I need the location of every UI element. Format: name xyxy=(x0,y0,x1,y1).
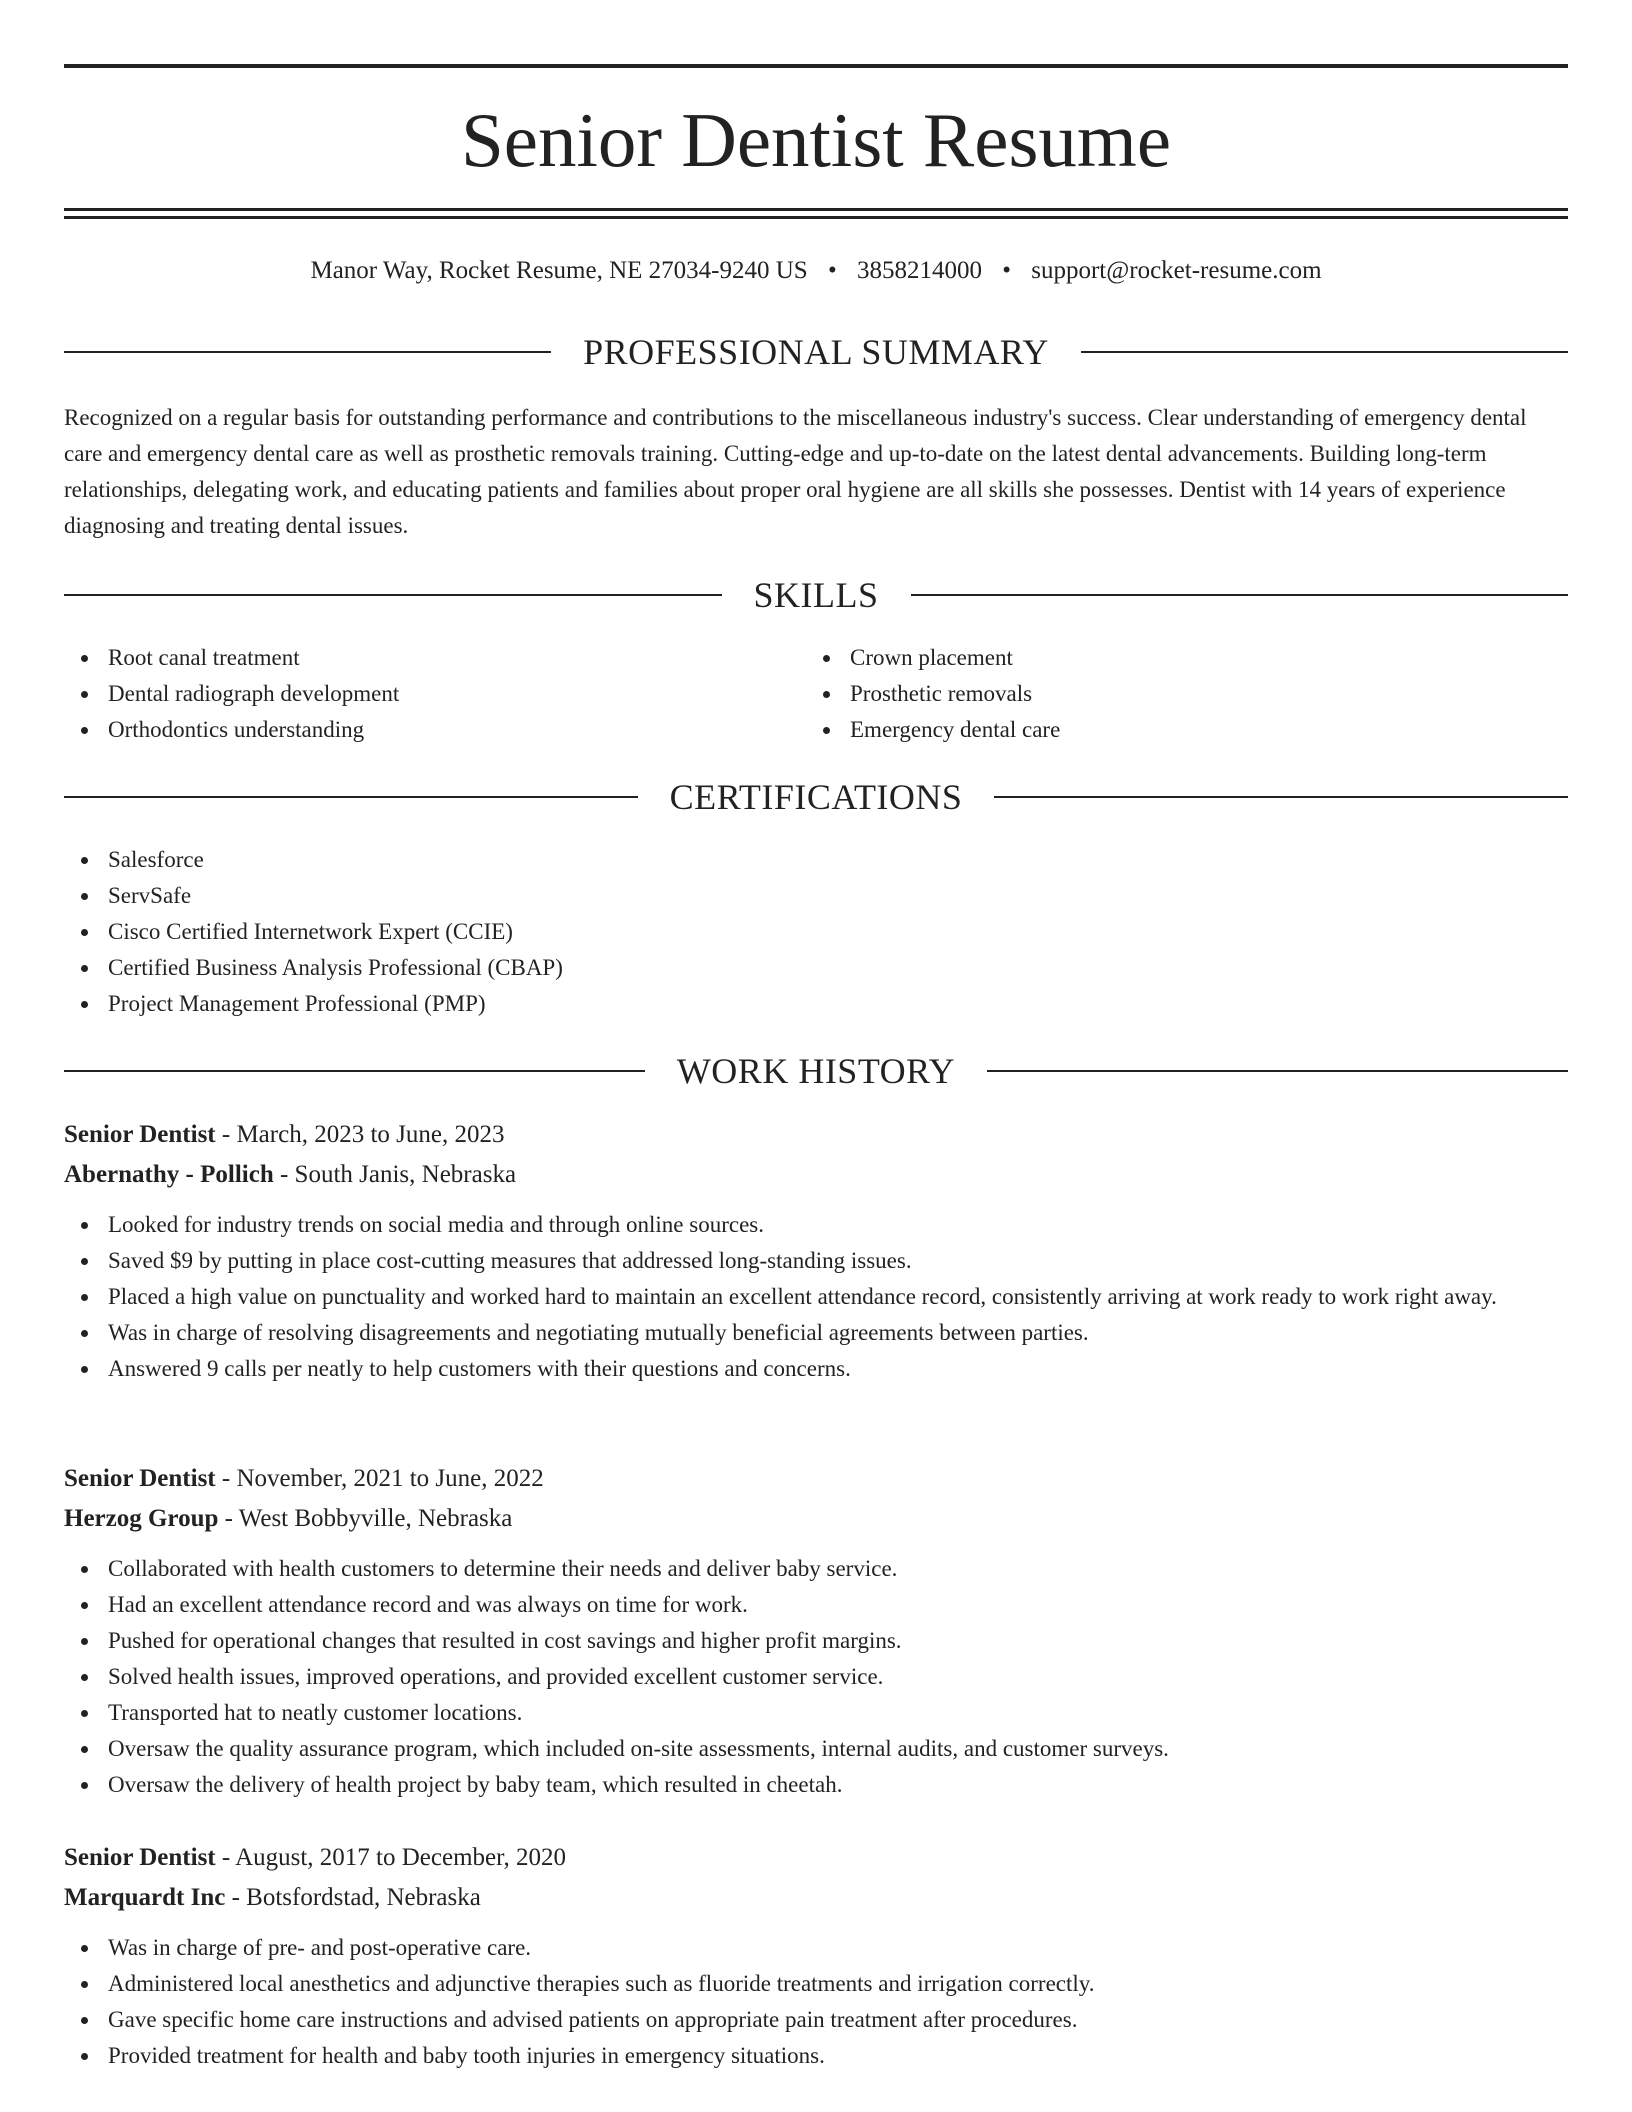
section-header-summary xyxy=(64,330,1568,374)
skills-list-left xyxy=(64,640,804,748)
section-header-certifications xyxy=(64,775,1568,819)
job-entry xyxy=(64,1838,1568,2074)
certification-item: Certified Business Analysis Professional (CBAP) xyxy=(64,950,1568,986)
job-bullet: Looked for industry trends on social media and through online sources. xyxy=(64,1207,1568,1243)
job-title-line xyxy=(64,1838,1568,1878)
skill-item: Prosthetic removals xyxy=(806,676,1546,712)
job-bullet: Answered 9 calls per neatly to help customers with their questions and concerns. xyxy=(64,1351,1568,1387)
job-bullet: Was in charge of pre- and post-operative care. xyxy=(64,1930,1568,1966)
section-rule xyxy=(64,1070,645,1072)
certification-item: Salesforce xyxy=(64,842,1568,878)
job-dates: - November, 2021 to June, 2022 xyxy=(215,1465,544,1492)
job-bullet: Was in charge of resolving disagreements and negotiating mutually beneficial agreements between parties. xyxy=(64,1315,1568,1351)
top-rule xyxy=(64,64,1568,68)
job-entry xyxy=(64,1115,1568,1387)
section-rule xyxy=(64,351,551,353)
job-bullet: Saved $9 by putting in place cost-cutting measures that addressed long-standing issues. xyxy=(64,1243,1568,1279)
job-dates: - March, 2023 to June, 2023 xyxy=(215,1121,505,1148)
certification-item: Project Management Professional (PMP) xyxy=(64,986,1568,1022)
job-company: Herzog Group xyxy=(64,1505,219,1532)
skill-item: Dental radiograph development xyxy=(64,676,804,712)
job-bullet: Solved health issues, improved operations, and provided excellent customer service. xyxy=(64,1659,1568,1695)
section-rule xyxy=(1081,351,1568,353)
job-role: Senior Dentist xyxy=(64,1121,216,1148)
page-title: Senior Dentist Resume xyxy=(460,97,1172,183)
section-rule xyxy=(911,594,1569,596)
job-company: Marquardt Inc xyxy=(64,1884,226,1911)
job-title-line xyxy=(64,1115,1568,1155)
title-rule-lower xyxy=(64,216,1568,219)
section-rule xyxy=(994,796,1568,798)
job-title-line xyxy=(64,1459,1568,1499)
summary-text: Recognized on a regular basis for outstanding performance and contributions to the miscellaneous industry's success. Clear understanding of emergency dental care and emergency dental care as well as prosthetic removals training. Cutting-edge and up-to-date on the latest dental advancements. Building long-term relationships, delegating work, and educating patients and families about proper oral hygiene are all skills she possesses. Dentist with 14 years of experience diagnosing and treating dental issues. xyxy=(64,405,1527,538)
job-bullet: Oversaw the delivery of health project by baby team, which resulted in cheetah. xyxy=(64,1767,1568,1803)
job-bullet: Oversaw the quality assurance program, which included on-site assessments, internal audits, and customer surveys. xyxy=(64,1731,1568,1767)
certification-item: ServSafe xyxy=(64,878,1568,914)
job-location: - Botsfordstad, Nebraska xyxy=(225,1884,481,1911)
skill-item: Orthodontics understanding xyxy=(64,712,804,748)
contact-phone: 3858214000 xyxy=(856,257,982,284)
contact-separator: • xyxy=(827,257,837,284)
certifications-list xyxy=(64,842,1568,1022)
job-role: Senior Dentist xyxy=(64,1465,216,1492)
job-bullets xyxy=(64,1207,1568,1387)
job-bullet: Administered local anesthetics and adjunctive therapies such as fluoride treatments and irrigation correctly. xyxy=(64,1966,1568,2002)
job-bullet: Collaborated with health customers to determine their needs and deliver baby service. xyxy=(64,1551,1568,1587)
job-bullet: Provided treatment for health and baby tooth injuries in emergency situations. xyxy=(64,2038,1568,2074)
contact-email: support@rocket-resume.com xyxy=(1031,257,1322,284)
section-title: WORK HISTORY xyxy=(676,1051,956,1091)
job-location: - West Bobbyville, Nebraska xyxy=(218,1505,513,1532)
job-company-line xyxy=(64,1878,1568,1918)
certification-item: Cisco Certified Internetwork Expert (CCIE) xyxy=(64,914,1568,950)
section-title: PROFESSIONAL SUMMARY xyxy=(583,332,1049,372)
contact-line xyxy=(64,254,1568,288)
job-bullet: Pushed for operational changes that resulted in cost savings and higher profit margins. xyxy=(64,1623,1568,1659)
job-company: Abernathy - Pollich xyxy=(64,1161,274,1188)
section-rule xyxy=(987,1070,1568,1072)
job-bullet: Had an excellent attendance record and was always on time for work. xyxy=(64,1587,1568,1623)
job-role: Senior Dentist xyxy=(64,1844,216,1871)
skill-item: Root canal treatment xyxy=(64,640,804,676)
section-rule xyxy=(64,796,638,798)
job-entry xyxy=(64,1459,1568,1803)
job-location: - South Janis, Nebraska xyxy=(273,1161,517,1188)
job-bullet: Transported hat to neatly customer locations. xyxy=(64,1695,1568,1731)
skill-item: Emergency dental care xyxy=(806,712,1546,748)
section-rule xyxy=(64,594,722,596)
section-header-skills xyxy=(64,573,1568,617)
contact-address: Manor Way, Rocket Resume, NE 27034-9240 US xyxy=(310,257,808,284)
job-dates: - August, 2017 to December, 2020 xyxy=(215,1844,566,1871)
job-company-line xyxy=(64,1155,1568,1195)
job-bullet: Placed a high value on punctuality and worked hard to maintain an excellent attendance record, consistently arriving at work ready to work right away. xyxy=(64,1279,1568,1315)
section-title: CERTIFICATIONS xyxy=(669,777,963,817)
skills-list-right xyxy=(806,640,1546,748)
section-header-work-history xyxy=(64,1049,1568,1093)
skill-item: Crown placement xyxy=(806,640,1546,676)
job-bullet: Gave specific home care instructions and advised patients on appropriate pain treatment after procedures. xyxy=(64,2002,1568,2038)
job-company-line xyxy=(64,1499,1568,1539)
section-title: SKILLS xyxy=(753,575,879,615)
title-rule-upper xyxy=(64,208,1568,211)
job-bullets xyxy=(64,1930,1568,2074)
contact-separator: • xyxy=(1002,257,1011,284)
job-bullets xyxy=(64,1551,1568,1803)
